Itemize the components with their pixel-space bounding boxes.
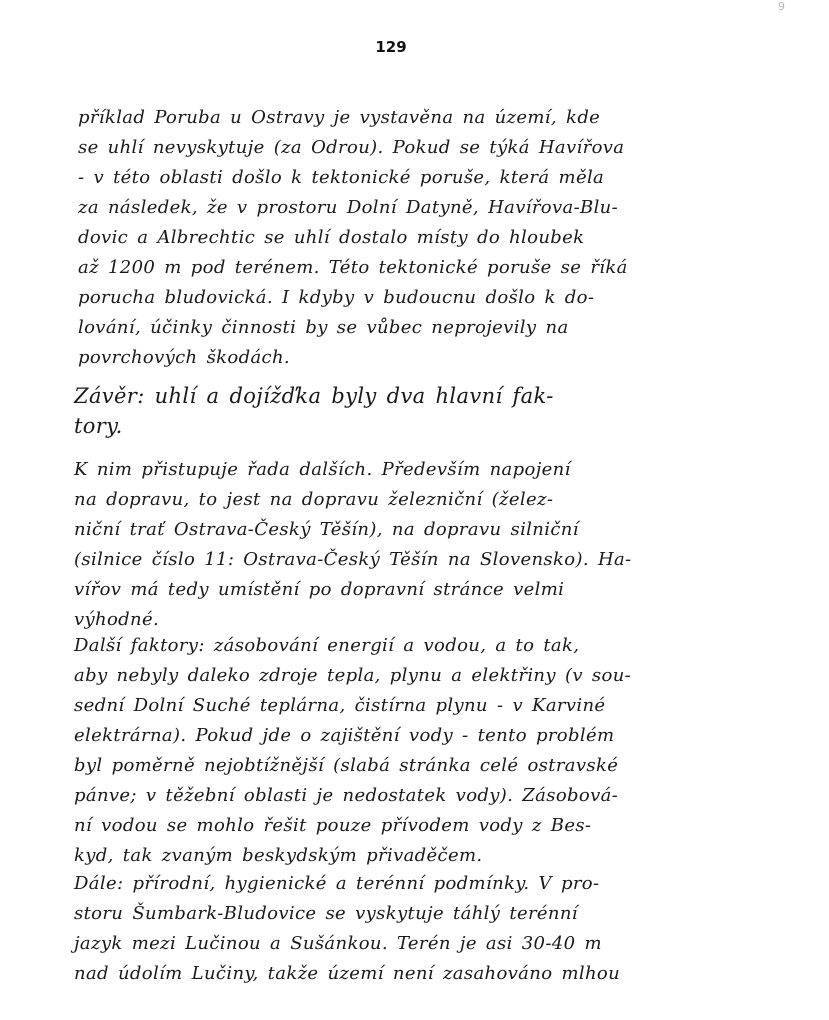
- text-line: povrchových škodách.: [78, 347, 291, 368]
- text-line: na dopravu, to jest na dopravu železniční (želez-: [74, 489, 554, 510]
- text-line: za následek, že v prostoru Dolní Datyně, Havířova-Blu-: [78, 197, 619, 218]
- text-line: až 1200 m pod terénem. Této tektonické poruše se říká: [78, 257, 628, 278]
- text-line: pánve; v těžební oblasti je nedostatek vody). Zásobová-: [74, 785, 619, 806]
- text-line: dovic a Albrechtic se uhlí dostalo místy do hloubek: [78, 227, 585, 248]
- text-line: niční trať Ostrava-Český Těšín), na dopravu silniční: [74, 519, 579, 540]
- text-line: jazyk mezi Lučinou a Sušánkou. Terén je asi 30-40 m: [74, 933, 602, 954]
- text-line: porucha bludovická. I kdyby v budoucnu došlo k do-: [78, 287, 595, 308]
- text-line: Závěr: uhlí a dojížďka byly dva hlavní fak-: [74, 384, 554, 408]
- text-line: kyd, tak zvaným beskydským přivaděčem.: [74, 845, 483, 866]
- text-line: lování, účinky činnosti by se vůbec neprojevily na: [78, 317, 569, 338]
- text-line: tory.: [74, 414, 123, 438]
- text-line: byl poměrně nejobtížnější (slabá stránka celé ostravské: [74, 755, 619, 776]
- page-number: 129: [375, 38, 407, 56]
- text-line: ní vodou se mohlo řešit pouze přívodem vody z Bes-: [74, 815, 592, 836]
- text-line: storu Šumbark-Bludovice se vyskytuje táhlý terénní: [74, 903, 578, 924]
- text-line: Dále: přírodní, hygienické a terénní podmínky. V pro-: [74, 873, 600, 894]
- text-line: vířov má tedy umístění po dopravní stránce velmi: [74, 579, 565, 600]
- text-line: nad údolím Lučiny, takže území není zasahováno mlhou: [74, 963, 621, 984]
- text-line: K nim přistupuje řada dalších. Především napojení: [74, 459, 571, 480]
- text-line: - v této oblasti došlo k tektonické poruše, která měla: [78, 167, 605, 188]
- corner-mark: 9: [778, 0, 785, 13]
- text-line: elektrárna). Pokud jde o zajištění vody - tento problém: [74, 725, 615, 746]
- text-line: se uhlí nevyskytuje (za Odrou). Pokud se týká Havířova: [78, 137, 625, 158]
- text-line: Další faktory: zásobování energií a vodou, a to tak,: [74, 635, 580, 656]
- text-line: příklad Poruba u Ostravy je vystavěna na území, kde: [78, 107, 601, 128]
- text-line: výhodné.: [74, 609, 160, 630]
- text-line: aby nebyly daleko zdroje tepla, plynu a elektřiny (v sou-: [74, 665, 632, 686]
- text-line: (silnice číslo 11: Ostrava-Český Těšín na Slovensko). Ha-: [74, 549, 632, 570]
- text-line: sední Dolní Suché teplárna, čistírna plynu - v Karviné: [74, 695, 606, 716]
